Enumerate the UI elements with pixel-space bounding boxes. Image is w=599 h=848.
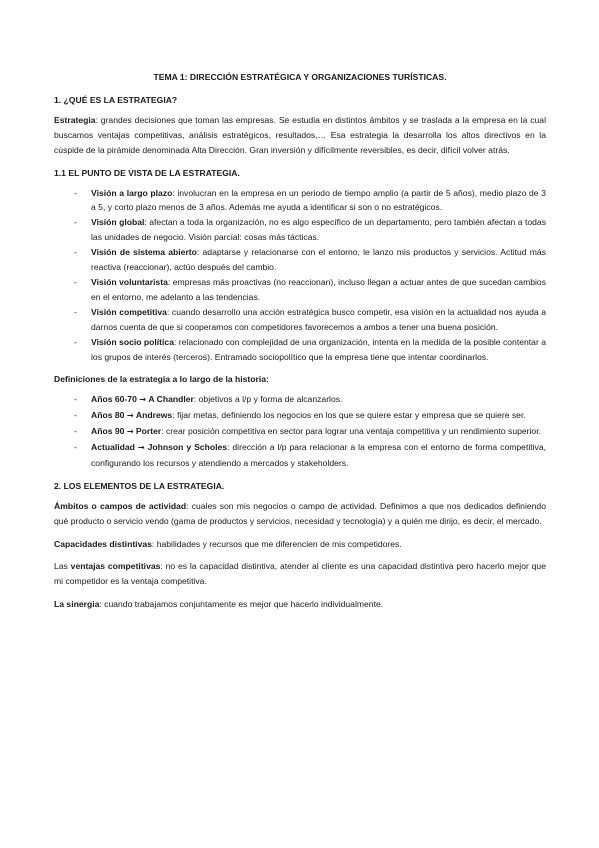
list-item xyxy=(54,408,546,424)
synergy-paragraph xyxy=(54,597,546,612)
document-page xyxy=(54,70,546,620)
capabilities-label: Capacidades distintivas xyxy=(54,538,152,549)
item-label: Visión a largo plazo xyxy=(91,187,173,198)
item-text: : fijar metas, definiendo los negocios en los que se quiere estar y empresa que se quiere ser. xyxy=(172,410,526,421)
author-label: Johnson y Scholes xyxy=(147,442,228,453)
arrow-right-icon: → xyxy=(126,411,134,421)
bullet-dash: - xyxy=(74,187,77,198)
bullet-dash: - xyxy=(74,394,77,405)
page-title: TEMA 1: DIRECCIÓN ESTRATÉGICA Y ORGANIZACIONES TURÍSTICAS. xyxy=(153,72,447,82)
synergy-text: : cuando trabajamos conjuntamente es mejor que hacerlo individualmente. xyxy=(99,599,384,610)
section-2-heading: 2. LOS ELEMENTOS DE LA ESTRATEGIA. xyxy=(54,480,225,491)
capabilities-paragraph xyxy=(54,537,546,552)
author-label: Porter xyxy=(135,426,162,437)
synergy-label: La sinergia xyxy=(54,599,100,610)
item-text: : objetivos a l/p y forma de alcanzarlos. xyxy=(193,394,343,405)
author-label: A Chandler xyxy=(148,394,194,405)
viewpoint-list xyxy=(54,186,546,365)
item-text: : cuando desarrollo una acción estratégica busco competir, esa visión en la actualidad nos ayuda a darnos cuenta de que si cooperamos con competidores favorecemos a ambos a tener una buena posición. xyxy=(91,306,546,332)
period-label: Actualidad xyxy=(91,442,135,453)
bullet-dash: - xyxy=(74,442,77,453)
section-1-1-heading: 1.1 EL PUNTO DE VISTA DE LA ESTRATEGIA. xyxy=(54,167,240,178)
capabilities-text: : habilidades y recursos que me diferencien de mis competidores. xyxy=(151,538,402,549)
item-label: Visión socio política xyxy=(91,336,174,347)
list-item xyxy=(54,186,546,216)
advantages-text: : no es la capacidad distintiva, atender al cliente es una capacidad distintiva pero hacerlo mejor que mi competidor es la ventaja competitiva. xyxy=(54,561,546,587)
item-label: Visión de sistema abierto xyxy=(91,247,197,258)
strategy-text: : grandes decisiones que toman las empresas. Se estudia en distintos ámbitos y se traslada a la empresa en la cual buscamos ventajas competitivas, análisis estratégicos, resultados,… Esa estrategia la desarrolla los altos directivos en la cúspide de la pirámide denominada Alta Dirección. Gran inversión y difícilmente reversibles, es decir, difícil volver atrás. xyxy=(54,114,546,155)
item-label: Visión voluntarista xyxy=(91,276,168,287)
list-item xyxy=(54,440,546,471)
item-label: Visión competitiva xyxy=(91,306,167,317)
item-label: Visión global xyxy=(91,217,145,228)
bullet-dash: - xyxy=(74,217,77,228)
list-item xyxy=(54,275,546,305)
advantages-paragraph xyxy=(54,559,546,589)
list-item xyxy=(54,392,546,408)
scope-paragraph xyxy=(54,499,546,529)
bullet-dash: - xyxy=(74,247,77,258)
definitions-list xyxy=(54,392,546,471)
bullet-dash: - xyxy=(74,276,77,287)
bullet-dash: - xyxy=(74,336,77,347)
bullet-dash: - xyxy=(74,306,77,317)
advantages-prefix: Las xyxy=(54,561,71,572)
list-item xyxy=(54,424,546,440)
arrow-right-icon: → xyxy=(139,395,146,405)
list-item xyxy=(54,245,546,275)
list-item xyxy=(54,335,546,365)
bullet-dash: - xyxy=(74,410,77,421)
period-label: Años 80 xyxy=(91,410,125,421)
list-item xyxy=(54,215,546,245)
author-label: Andrews xyxy=(135,410,173,421)
advantages-label: ventajas competitivas xyxy=(70,561,161,572)
period-label: Años 90 xyxy=(91,426,125,437)
arrow-right-icon: → xyxy=(126,427,134,437)
section-1-heading: 1. ¿QUÉ ES LA ESTRATEGIA? xyxy=(54,95,178,105)
item-text: : afectan a toda la organización, no es algo específico de un departamento, pero también afectan a todas las unidades de negocio. Visión parcial: cosas más tácticas. xyxy=(91,217,547,243)
arrow-right-icon: → xyxy=(137,443,145,453)
list-item xyxy=(54,305,546,335)
item-text: : relacionado con complejidad de una organización, intenta en la medida de la posible contentar a los grupos de interés (terceros). Entramado sociopolítico que la empresa tiene que intentar coordinarlos. xyxy=(91,336,546,362)
item-text: : empresas más proactivas (no reaccionan), incluso llegan a actuar antes de que sucedan cambios en el entorno, me adelanto a las tendencias. xyxy=(91,276,547,302)
item-text: : dirección a l/p para relacionar a la empresa con el entorno de forma competitiva, configurando los recursos y atendiendo a mercados y stakeholders. xyxy=(91,442,547,468)
scope-label: Ámbitos o campos de actividad xyxy=(54,500,187,511)
period-label: Años 60-70 xyxy=(91,394,137,405)
strategy-definition xyxy=(54,113,546,158)
scope-text: : cuales son mis negocios o campo de actividad. Definimos a que nos dedicados definiendo qué producto o servicio vendo (gama de productos y servicios, necesidad y tecnología) y a quién me dirijo, es decir, el mercado. xyxy=(54,500,546,526)
strategy-label: Estrategia xyxy=(54,114,96,125)
bullet-dash: - xyxy=(74,426,77,437)
item-text: : involucran en la empresa en un periodo de tiempo amplio (a partir de 5 años), medio plazo de 3 a 5, y corto plazo menos de 3 años. Además me ayuda a identificar si son o no estratégicos. xyxy=(91,187,547,213)
item-text: : adaptarse y relacionarse con el entorno, le lanzo mis productos y servicios. Actitud más reactiva (reaccionar), actúo después del cambio. xyxy=(91,247,546,273)
item-text: : crear posición competitiva en sector para lograr una ventaja competitiva y un rendimiento superior. xyxy=(161,426,541,437)
definitions-heading: Definiciones de la estrategia a lo largo de la historia: xyxy=(54,374,269,385)
